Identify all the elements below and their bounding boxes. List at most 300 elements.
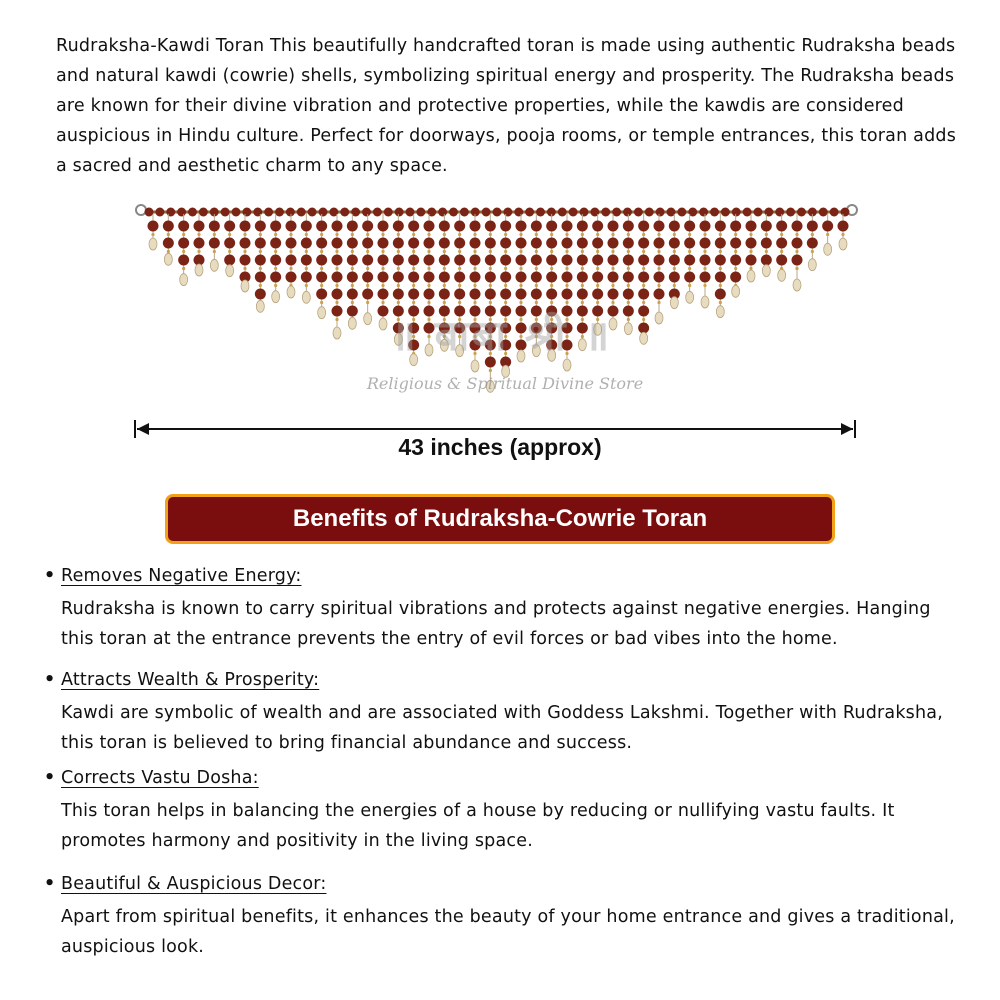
gold-spacer-bead: [213, 250, 216, 253]
rudraksha-bead: [347, 255, 358, 266]
rudraksha-bead: [163, 238, 174, 249]
gold-spacer-bead: [335, 301, 338, 304]
gold-spacer-bead: [443, 267, 446, 270]
rudraksha-bead: [209, 238, 220, 249]
rudraksha-bead: [301, 238, 312, 249]
gold-spacer-bead: [458, 267, 461, 270]
gold-spacer-bead: [673, 233, 676, 236]
gold-spacer-bead: [274, 233, 277, 236]
rudraksha-bead: [710, 208, 719, 217]
gold-spacer-bead: [657, 301, 660, 304]
cowrie-shell: [256, 300, 264, 312]
bullet-icon: •: [44, 566, 56, 586]
gold-spacer-bead: [351, 267, 354, 270]
rudraksha-bead: [807, 221, 818, 232]
gold-spacer-bead: [703, 250, 706, 253]
rudraksha-bead: [730, 272, 741, 283]
rudraksha-bead: [470, 255, 481, 266]
gold-spacer-bead: [473, 301, 476, 304]
rudraksha-bead: [715, 289, 726, 300]
bullet-icon: •: [44, 670, 56, 690]
rudraksha-bead: [438, 208, 447, 217]
gold-spacer-bead: [259, 284, 262, 287]
rudraksha-bead: [500, 255, 511, 266]
gold-spacer-bead: [351, 233, 354, 236]
gold-spacer-bead: [381, 267, 384, 270]
rudraksha-bead: [516, 255, 527, 266]
gold-spacer-bead: [473, 233, 476, 236]
gold-spacer-bead: [688, 233, 691, 236]
gold-spacer-bead: [381, 284, 384, 287]
rudraksha-bead: [255, 221, 266, 232]
gold-spacer-bead: [473, 284, 476, 287]
gold-spacer-bead: [581, 284, 584, 287]
benefit-description: Apart from spiritual benefits, it enhances the beauty of your home entrance and gives a traditional, auspicious look.: [61, 907, 955, 957]
rudraksha-bead: [395, 208, 404, 217]
rudraksha-bead: [166, 208, 175, 217]
toran-strands: [145, 208, 850, 393]
benefit-description: This toran helps in balancing the energies of a house by reducing or nullifying vastu faults. It promotes harmony and positivity in the living space.: [61, 801, 895, 851]
gold-spacer-bead: [565, 233, 568, 236]
rudraksha-bead: [194, 221, 205, 232]
rudraksha-bead: [562, 238, 573, 249]
cowrie-shell: [287, 286, 295, 298]
benefit-title: Attracts Wealth & Prosperity:: [61, 670, 320, 690]
rudraksha-bead: [623, 208, 632, 217]
rudraksha-bead: [677, 208, 686, 217]
rudraksha-bead: [623, 272, 634, 283]
gold-spacer-bead: [320, 250, 323, 253]
gold-spacer-bead: [627, 301, 630, 304]
rudraksha-bead: [669, 255, 680, 266]
gold-spacer-bead: [765, 233, 768, 236]
benefit-item: [44, 874, 964, 962]
rudraksha-bead: [838, 221, 849, 232]
cowrie-shell: [226, 265, 234, 277]
gold-spacer-bead: [259, 233, 262, 236]
rudraksha-bead: [819, 208, 828, 217]
gold-spacer-bead: [550, 250, 553, 253]
watermark-logo: ॥ बाबा श्री ॥: [390, 311, 612, 360]
rudraksha-bead: [841, 208, 850, 217]
rudraksha-bead: [362, 289, 373, 300]
cowrie-shell: [686, 291, 694, 303]
rudraksha-bead: [485, 272, 496, 283]
gold-spacer-bead: [765, 250, 768, 253]
rudraksha-bead: [531, 221, 542, 232]
gold-spacer-bead: [611, 267, 614, 270]
rudraksha-bead: [470, 238, 481, 249]
rudraksha-bead: [242, 208, 251, 217]
gold-spacer-bead: [412, 250, 415, 253]
rudraksha-bead: [577, 289, 588, 300]
rudraksha-bead: [730, 255, 741, 266]
gold-spacer-bead: [550, 233, 553, 236]
rudraksha-bead: [384, 208, 393, 217]
rudraksha-bead: [514, 208, 523, 217]
rudraksha-bead: [178, 255, 189, 266]
gold-spacer-bead: [519, 250, 522, 253]
gold-spacer-bead: [504, 284, 507, 287]
rudraksha-bead: [482, 208, 491, 217]
rudraksha-bead: [654, 255, 665, 266]
rudraksha-bead: [454, 238, 465, 249]
rudraksha-bead: [546, 255, 557, 266]
gold-spacer-bead: [627, 250, 630, 253]
rudraksha-bead: [209, 221, 220, 232]
rudraksha-bead: [255, 272, 266, 283]
gold-spacer-bead: [458, 250, 461, 253]
gold-spacer-bead: [182, 250, 185, 253]
benefits-banner: Benefits of Rudraksha-Cowrie Toran: [165, 494, 835, 544]
gold-spacer-bead: [795, 250, 798, 253]
rudraksha-bead: [525, 208, 534, 217]
rudraksha-bead: [669, 272, 680, 283]
rudraksha-bead: [177, 208, 186, 217]
gold-spacer-bead: [427, 267, 430, 270]
rudraksha-bead: [255, 289, 266, 300]
rudraksha-bead: [408, 272, 419, 283]
rudraksha-bead: [500, 221, 511, 232]
rudraksha-bead: [270, 238, 281, 249]
rudraksha-bead: [362, 272, 373, 283]
rudraksha-bead: [792, 238, 803, 249]
bullet-icon: •: [44, 768, 56, 788]
rudraksha-bead: [347, 272, 358, 283]
gold-spacer-bead: [841, 233, 844, 236]
gold-spacer-bead: [167, 250, 170, 253]
rudraksha-bead: [454, 221, 465, 232]
gold-spacer-bead: [611, 250, 614, 253]
gold-spacer-bead: [795, 267, 798, 270]
rudraksha-bead: [638, 238, 649, 249]
gold-spacer-bead: [489, 250, 492, 253]
cowrie-shell: [164, 253, 172, 265]
rudraksha-bead: [470, 289, 481, 300]
rudraksha-bead: [406, 208, 415, 217]
cowrie-shell: [318, 307, 326, 319]
rudraksha-bead: [439, 221, 450, 232]
rudraksha-bead: [715, 272, 726, 283]
rudraksha-bead: [393, 289, 404, 300]
gold-spacer-bead: [504, 301, 507, 304]
rudraksha-bead: [558, 208, 567, 217]
rudraksha-bead: [454, 289, 465, 300]
rudraksha-bead: [194, 238, 205, 249]
rudraksha-bead: [516, 289, 527, 300]
gold-spacer-bead: [611, 301, 614, 304]
gold-spacer-bead: [351, 250, 354, 253]
gold-spacer-bead: [151, 233, 154, 236]
gold-spacer-bead: [320, 301, 323, 304]
gold-spacer-bead: [642, 267, 645, 270]
rudraksha-bead: [393, 238, 404, 249]
rudraksha-bead: [316, 221, 327, 232]
rudraksha-bead: [546, 289, 557, 300]
rudraksha-bead: [378, 272, 389, 283]
gold-spacer-bead: [719, 284, 722, 287]
gold-spacer-bead: [489, 284, 492, 287]
rudraksha-bead: [178, 238, 189, 249]
gold-spacer-bead: [381, 250, 384, 253]
rudraksha-bead: [592, 272, 603, 283]
rudraksha-bead: [669, 238, 680, 249]
rudraksha-bead: [332, 238, 343, 249]
rudraksha-bead: [155, 208, 164, 217]
rudraksha-bead: [188, 208, 197, 217]
rudraksha-bead: [761, 255, 772, 266]
rudraksha-bead: [286, 255, 297, 266]
rudraksha-bead: [754, 208, 763, 217]
gold-spacer-bead: [489, 369, 492, 372]
rudraksha-bead: [301, 272, 312, 283]
gold-spacer-bead: [673, 267, 676, 270]
rudraksha-bead: [424, 289, 435, 300]
rudraksha-bead: [786, 208, 795, 217]
rudraksha-bead: [454, 272, 465, 283]
gold-spacer-bead: [289, 233, 292, 236]
rudraksha-bead: [286, 208, 295, 217]
rudraksha-bead: [408, 221, 419, 232]
rudraksha-bead: [362, 255, 373, 266]
rudraksha-bead: [424, 255, 435, 266]
rudraksha-bead: [275, 208, 284, 217]
cowrie-shell: [272, 291, 280, 303]
rudraksha-bead: [776, 255, 787, 266]
gold-spacer-bead: [719, 233, 722, 236]
rudraksha-bead: [592, 221, 603, 232]
gold-spacer-bead: [335, 233, 338, 236]
cowrie-shell: [195, 264, 203, 276]
gold-spacer-bead: [688, 250, 691, 253]
rudraksha-bead: [378, 255, 389, 266]
gold-spacer-bead: [489, 301, 492, 304]
rudraksha-bead: [178, 221, 189, 232]
rudraksha-bead: [332, 289, 343, 300]
gold-spacer-bead: [703, 284, 706, 287]
gold-spacer-bead: [427, 284, 430, 287]
rudraksha-bead: [761, 238, 772, 249]
rudraksha-bead: [286, 272, 297, 283]
rudraksha-bead: [316, 272, 327, 283]
gold-spacer-bead: [719, 267, 722, 270]
benefit-title: Corrects Vastu Dosha:: [61, 768, 259, 788]
rudraksha-bead: [362, 208, 371, 217]
rudraksha-bead: [516, 238, 527, 249]
gold-spacer-bead: [581, 301, 584, 304]
benefit-title: Beautiful & Auspicious Decor:: [61, 874, 327, 894]
rudraksha-bead: [592, 238, 603, 249]
rudraksha-bead: [145, 208, 154, 217]
gold-spacer-bead: [535, 267, 538, 270]
gold-spacer-bead: [749, 233, 752, 236]
rudraksha-bead: [347, 238, 358, 249]
rudraksha-bead: [656, 208, 665, 217]
benefit-item: [44, 768, 964, 856]
rudraksha-bead: [270, 272, 281, 283]
rudraksha-bead: [224, 221, 235, 232]
rudraksha-bead: [393, 272, 404, 283]
rudraksha-bead: [449, 208, 458, 217]
cowrie-shell: [762, 265, 770, 277]
rudraksha-bead: [439, 238, 450, 249]
gold-spacer-bead: [289, 267, 292, 270]
rudraksha-bead: [577, 221, 588, 232]
rudraksha-bead: [546, 221, 557, 232]
rudraksha-bead: [577, 238, 588, 249]
rudraksha-bead: [148, 221, 159, 232]
rudraksha-bead: [500, 289, 511, 300]
rudraksha-bead: [460, 208, 469, 217]
gold-spacer-bead: [581, 250, 584, 253]
gold-spacer-bead: [366, 284, 369, 287]
cowrie-shell: [793, 279, 801, 291]
rudraksha-bead: [485, 221, 496, 232]
rudraksha-bead: [807, 238, 818, 249]
gold-spacer-bead: [535, 250, 538, 253]
gold-spacer-bead: [320, 284, 323, 287]
rudraksha-bead: [408, 238, 419, 249]
gold-spacer-bead: [243, 267, 246, 270]
rudraksha-bead: [221, 208, 230, 217]
rudraksha-bead: [797, 208, 806, 217]
rudraksha-bead: [721, 208, 730, 217]
rudraksha-bead: [684, 221, 695, 232]
gold-spacer-bead: [596, 284, 599, 287]
gold-spacer-bead: [259, 250, 262, 253]
cowrie-shell: [732, 285, 740, 297]
gold-spacer-bead: [657, 284, 660, 287]
rudraksha-bead: [645, 208, 654, 217]
gold-spacer-bead: [504, 267, 507, 270]
rudraksha-bead: [485, 289, 496, 300]
gold-spacer-bead: [366, 301, 369, 304]
gold-spacer-bead: [443, 233, 446, 236]
benefit-title: Removes Negative Energy:: [61, 566, 302, 586]
rudraksha-bead: [240, 255, 251, 266]
rudraksha-bead: [531, 238, 542, 249]
rudraksha-bead: [715, 221, 726, 232]
gold-spacer-bead: [596, 301, 599, 304]
gold-spacer-bead: [320, 267, 323, 270]
gold-spacer-bead: [826, 233, 829, 236]
rudraksha-bead: [347, 221, 358, 232]
gold-spacer-bead: [627, 233, 630, 236]
gold-spacer-bead: [182, 233, 185, 236]
rudraksha-bead: [592, 289, 603, 300]
cowrie-shell: [180, 274, 188, 286]
rudraksha-bead: [253, 208, 262, 217]
gold-spacer-bead: [366, 267, 369, 270]
dimension-label: 43 inches (approx): [398, 434, 602, 460]
cowrie-shell: [716, 306, 724, 318]
gold-spacer-bead: [749, 250, 752, 253]
gold-spacer-bead: [519, 233, 522, 236]
rudraksha-bead: [792, 221, 803, 232]
rudraksha-bead: [700, 221, 711, 232]
gold-spacer-bead: [366, 250, 369, 253]
rudraksha-bead: [654, 221, 665, 232]
gold-spacer-bead: [412, 267, 415, 270]
rudraksha-bead: [286, 221, 297, 232]
gold-spacer-bead: [565, 250, 568, 253]
gold-spacer-bead: [565, 301, 568, 304]
rudraksha-bead: [264, 208, 273, 217]
rudraksha-bead: [669, 221, 680, 232]
gold-spacer-bead: [642, 301, 645, 304]
gold-spacer-bead: [427, 301, 430, 304]
rudraksha-bead: [308, 208, 317, 217]
cowrie-shell: [670, 297, 678, 309]
rudraksha-bead: [393, 255, 404, 266]
rudraksha-bead: [830, 208, 839, 217]
gold-spacer-bead: [642, 250, 645, 253]
rudraksha-bead: [700, 272, 711, 283]
rudraksha-bead: [316, 255, 327, 266]
gold-spacer-bead: [397, 250, 400, 253]
rudraksha-bead: [732, 208, 741, 217]
rudraksha-bead: [500, 272, 511, 283]
rudraksha-bead: [684, 255, 695, 266]
gold-spacer-bead: [473, 267, 476, 270]
rudraksha-bead: [608, 221, 619, 232]
gold-spacer-bead: [489, 233, 492, 236]
cowrie-shell: [701, 296, 709, 308]
rudraksha-bead: [562, 289, 573, 300]
gold-spacer-bead: [427, 250, 430, 253]
rudraksha-bead: [270, 221, 281, 232]
rudraksha-bead: [761, 221, 772, 232]
gold-spacer-bead: [581, 267, 584, 270]
rudraksha-bead: [634, 208, 643, 217]
rudraksha-bead: [623, 289, 634, 300]
gold-spacer-bead: [182, 267, 185, 270]
rudraksha-bead: [485, 255, 496, 266]
gold-spacer-bead: [289, 250, 292, 253]
rudraksha-bead: [764, 208, 773, 217]
rudraksha-bead: [638, 255, 649, 266]
rudraksha-bead: [715, 238, 726, 249]
cowrie-shell: [241, 280, 249, 292]
gold-spacer-bead: [703, 233, 706, 236]
rudraksha-bead: [654, 238, 665, 249]
rudraksha-bead: [424, 238, 435, 249]
rudraksha-bead: [601, 208, 610, 217]
rudraksha-bead: [316, 289, 327, 300]
gold-spacer-bead: [335, 284, 338, 287]
rudraksha-bead: [684, 272, 695, 283]
rudraksha-bead: [792, 255, 803, 266]
benefit-description: Rudraksha is known to carry spiritual vibrations and protects against negative energies. Hanging this toran at the entrance prevents the entry of evil forces or bad vibes into the home.: [61, 599, 931, 649]
rudraksha-bead: [608, 255, 619, 266]
gold-spacer-bead: [320, 233, 323, 236]
rudraksha-bead: [608, 289, 619, 300]
rudraksha-bead: [562, 255, 573, 266]
rudraksha-bead: [503, 208, 512, 217]
rudraksha-bead: [470, 221, 481, 232]
rudraksha-bead: [439, 289, 450, 300]
rudraksha-bead: [301, 221, 312, 232]
gold-spacer-bead: [504, 233, 507, 236]
rudraksha-bead: [163, 221, 174, 232]
rudraksha-bead: [638, 272, 649, 283]
gold-spacer-bead: [519, 267, 522, 270]
rudraksha-bead: [746, 255, 757, 266]
rudraksha-bead: [516, 221, 527, 232]
gold-spacer-bead: [274, 284, 277, 287]
rudraksha-bead: [316, 238, 327, 249]
gold-spacer-bead: [443, 301, 446, 304]
